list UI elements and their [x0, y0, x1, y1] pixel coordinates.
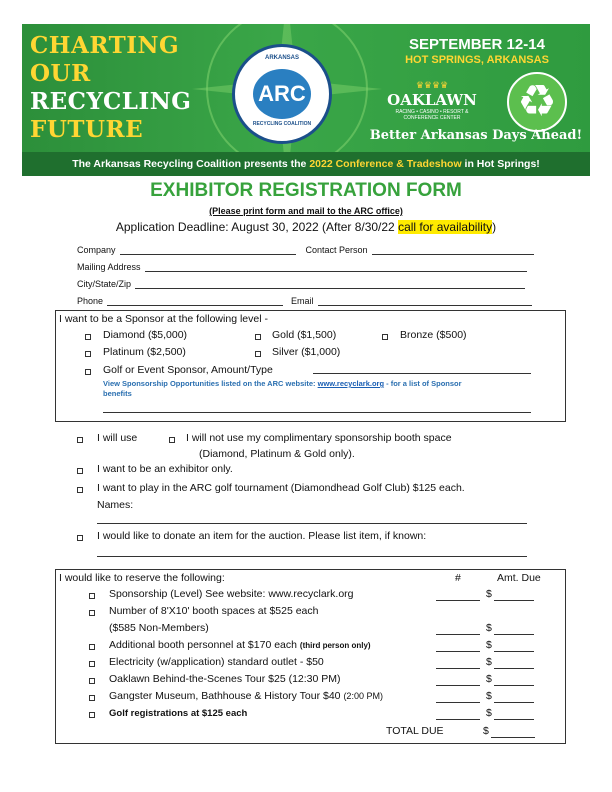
company-row: [77, 245, 534, 255]
reserve-oaklawn-tour-checkbox[interactable]: [89, 678, 95, 684]
reserve-amt-field[interactable]: [494, 702, 534, 703]
reserve-electricity-label: Electricity (w/application) standard outlet - $50: [109, 656, 324, 668]
personnel-text: Additional booth personnel at $170 each: [109, 639, 300, 651]
logo-org-text: RECYCLING COALITION: [252, 121, 312, 127]
reserve-golf-checkbox[interactable]: [89, 712, 95, 718]
names-field[interactable]: [97, 523, 527, 524]
will-use-checkbox[interactable]: [77, 437, 83, 443]
golf-sponsor-checkbox[interactable]: [85, 369, 91, 375]
banner-tagline: Better Arkansas Days Ahead!: [369, 128, 583, 143]
reserve-golf-label: Golf registrations at $125 each: [109, 708, 248, 719]
reserve-amt-field[interactable]: [494, 719, 534, 720]
note-text-3: benefits: [103, 389, 132, 398]
logo-state-text: ARKANSAS: [264, 55, 299, 61]
donate-field[interactable]: [97, 556, 527, 557]
strip-text-c: in Hot Springs!: [461, 158, 540, 170]
form-title: EXHIBITOR REGISTRATION FORM: [150, 180, 462, 201]
will-not-use-note: (Diamond, Platinum & Gold only).: [199, 448, 355, 460]
phone-label: Phone: [77, 296, 104, 306]
reserve-personnel-label: [109, 639, 371, 651]
note-text: View Sponsorship Opportunities listed on the ARC website:: [103, 379, 318, 388]
names-label: Names:: [97, 499, 134, 511]
headline-line-3: RECYCLING: [30, 88, 192, 115]
sponsor-notes-line[interactable]: [103, 412, 531, 413]
reserve-gangster-tour-checkbox[interactable]: [89, 695, 95, 701]
note-text-2: - for a list of Sponsor: [384, 379, 462, 388]
dollar-sign: $: [486, 588, 492, 600]
col-num-header: #: [455, 572, 461, 584]
silver-label: Silver ($1,000): [272, 346, 341, 358]
reserve-qty-field[interactable]: [436, 719, 480, 720]
oaklawn-subtitle: RACING • CASINO • RESORT & CONFERENCE CENTER: [395, 109, 469, 121]
col-amt-header: Amt. Due: [497, 572, 541, 584]
personnel-note: (third person only): [299, 641, 371, 650]
exhibitor-checkbox[interactable]: [77, 468, 83, 474]
email-label: Email: [291, 296, 314, 306]
reserve-booth-checkbox[interactable]: [89, 610, 95, 616]
sponsor-heading: I want to be a Sponsor at the following level -: [59, 313, 268, 325]
gangster-text: Gangster Museum, Bathhouse & History Tour $40: [109, 690, 344, 702]
dollar-sign: $: [486, 690, 492, 702]
print-note: (Please print form and mail to the ARC office): [209, 206, 403, 216]
phone-row: [77, 296, 532, 306]
deadline-text: Application Deadline: August 30, 2022 (After 8/30/22: [115, 220, 399, 234]
headline-line-4: FUTURE: [30, 116, 144, 143]
contact-label: Contact Person: [305, 245, 368, 255]
reserve-booth-label: Number of 8'X10' booth spaces at $525 each: [109, 605, 319, 617]
conference-banner: [22, 24, 590, 176]
company-field[interactable]: [120, 245, 296, 255]
strip-text-b: 2022 Conference & Tradeshow: [309, 158, 462, 170]
golf-sponsor-label: Golf or Event Sponsor, Amount/Type: [103, 364, 273, 376]
mailing-label: Mailing Address: [77, 262, 141, 272]
logo-name: ARC: [253, 69, 311, 119]
silver-checkbox[interactable]: [255, 351, 261, 357]
dollar-sign: $: [486, 707, 492, 719]
city-field[interactable]: [135, 279, 525, 289]
reserve-personnel-checkbox[interactable]: [89, 644, 95, 650]
email-field[interactable]: [318, 296, 532, 306]
city-row: [77, 279, 525, 289]
reserve-electricity-checkbox[interactable]: [89, 661, 95, 667]
reserve-qty-field[interactable]: [436, 651, 480, 652]
event-date: SEPTEMBER 12-14: [409, 36, 545, 53]
reserve-amt-field[interactable]: [494, 651, 534, 652]
platinum-label: Platinum ($2,500): [103, 346, 186, 358]
mailing-field[interactable]: [145, 262, 527, 272]
will-not-use-checkbox[interactable]: [169, 437, 175, 443]
dollar-sign: $: [486, 639, 492, 651]
sponsor-note: [103, 379, 462, 399]
donate-checkbox[interactable]: [77, 535, 83, 541]
gold-checkbox[interactable]: [255, 334, 261, 340]
reserve-qty-field[interactable]: [436, 600, 480, 601]
headline-line-2: OUR: [30, 60, 91, 87]
exhibitor-label: I want to be an exhibitor only.: [97, 463, 233, 475]
crown-icon: ♛♛♛♛: [415, 80, 449, 90]
application-deadline: [0, 220, 612, 234]
diamond-checkbox[interactable]: [85, 334, 91, 340]
reserve-qty-field[interactable]: [436, 634, 480, 635]
reserve-sponsorship-label: Sponsorship (Level) See website: www.recyclark.org: [109, 588, 354, 600]
reserve-oaklawn-tour-label: Oaklawn Behind-the-Scenes Tour $25 (12:30 PM): [109, 673, 341, 685]
reserve-amt-field[interactable]: [494, 634, 534, 635]
strip-text-a: The Arkansas Recycling Coalition presents the: [72, 158, 310, 170]
will-not-use-label: I will not use my complimentary sponsorship booth space: [186, 432, 452, 444]
website-link[interactable]: www.recyclark.org: [317, 379, 385, 388]
reserve-gangster-tour-label: [109, 690, 383, 702]
company-label: Company: [77, 245, 116, 255]
total-dollar-sign: $: [483, 725, 489, 737]
gold-label: Gold ($1,500): [272, 329, 337, 341]
dollar-sign: $: [486, 673, 492, 685]
deadline-highlight: call for availability: [398, 220, 493, 234]
diamond-label: Diamond ($5,000): [103, 329, 188, 341]
reserve-qty-field[interactable]: [436, 685, 480, 686]
reserve-qty-field[interactable]: [436, 668, 480, 669]
reserve-heading: I would like to reserve the following:: [59, 572, 225, 584]
bronze-checkbox[interactable]: [382, 334, 388, 340]
total-due-field[interactable]: [491, 737, 535, 738]
golf-play-checkbox[interactable]: [77, 487, 83, 493]
golf-play-label: I want to play in the ARC golf tournament (Diamondhead Golf Club) $125 each.: [97, 482, 465, 494]
banner-headline: [30, 32, 191, 144]
headline-line-1: CHARTING: [30, 32, 180, 59]
deadline-close: ): [492, 220, 497, 234]
platinum-checkbox[interactable]: [85, 351, 91, 357]
reserve-sponsorship-checkbox[interactable]: [89, 593, 95, 599]
mailing-row: [77, 262, 527, 272]
event-place: HOT SPRINGS, ARKANSAS: [405, 54, 549, 66]
phone-field[interactable]: [107, 296, 283, 306]
oaklawn-name: OAKLAWN: [387, 91, 477, 109]
reserve-amt-field[interactable]: [494, 685, 534, 686]
bronze-label: Bronze ($500): [400, 329, 467, 341]
donate-label: I would like to donate an item for the auction. Please list item, if known:: [97, 530, 427, 542]
oaklawn-logo: [387, 80, 477, 121]
gangster-time: (2:00 PM): [343, 691, 383, 701]
dollar-sign: $: [486, 656, 492, 668]
golf-sponsor-field[interactable]: [313, 373, 531, 374]
total-due-label: TOTAL DUE: [386, 725, 444, 737]
banner-strip: [22, 152, 590, 176]
reserve-amt-field[interactable]: [494, 668, 534, 669]
reserve-booth-nonmember: ($585 Non-Members): [109, 622, 209, 634]
dollar-sign: $: [486, 622, 492, 634]
reserve-qty-field[interactable]: [436, 702, 480, 703]
will-use-label: I will use: [97, 432, 138, 444]
recycle-icon: ♻: [507, 72, 567, 132]
arc-logo: [232, 44, 332, 144]
contact-field[interactable]: [372, 245, 534, 255]
city-label: City/State/Zip: [77, 279, 132, 289]
reserve-amt-field[interactable]: [494, 600, 534, 601]
